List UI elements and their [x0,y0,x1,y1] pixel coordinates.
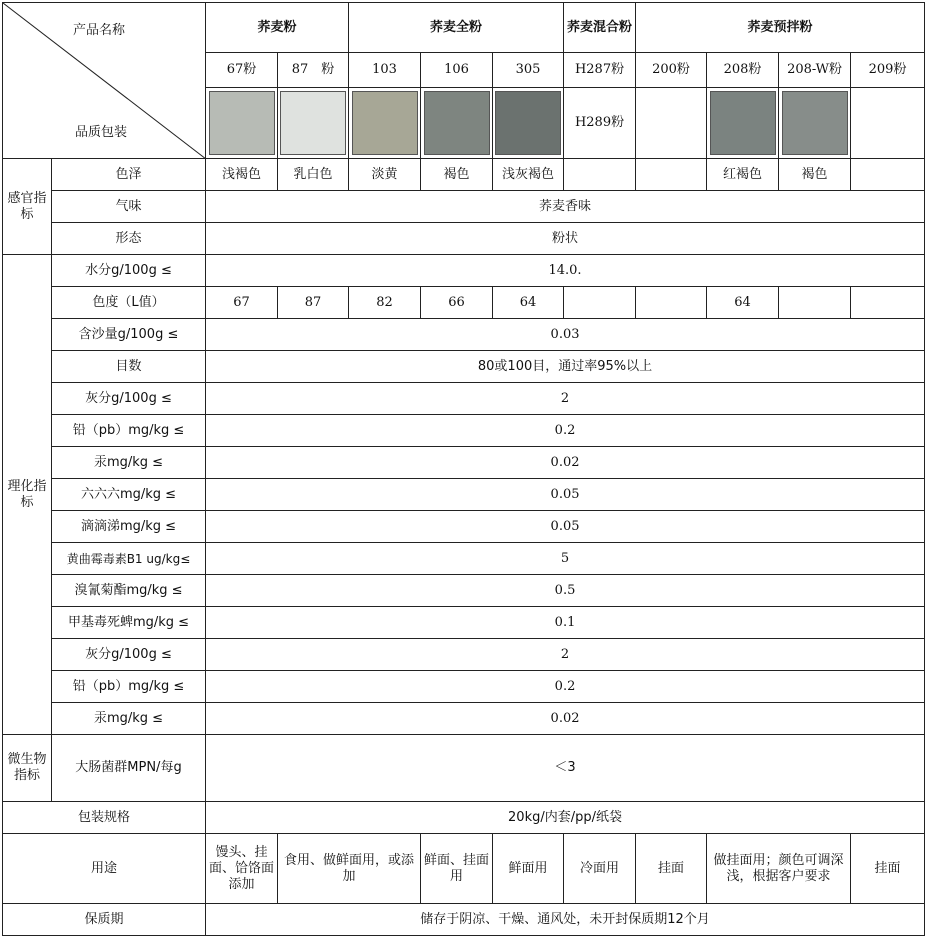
swatch-cell [421,88,493,159]
group-buckwheat-mixed-flour: 荞麦混合粉 [564,3,636,53]
indicator-label: 铅（pb）mg/kg ≤ [52,415,206,447]
color-value: 褐色 [421,159,493,191]
indicator-label: 六六六mg/kg ≤ [52,479,206,511]
chroma-value: 87 [278,287,349,319]
chroma-label: 色度（L值） [52,287,206,319]
swatch-cell [278,88,349,159]
micro-section-label: 微生物指标 [3,735,52,802]
color-value: 褐色 [779,159,851,191]
moisture-label: 水分g/100g ≤ [52,255,206,287]
code-cell: 200粉 [636,53,707,88]
indicator-label: 含沙量g/100g ≤ [52,319,206,351]
chroma-value [564,287,636,319]
packaging-label: 包装规格 [3,802,206,834]
indicator-label: 黄曲霉毒素B1 ug/kg≤ [52,543,206,575]
code-cell: 87 粉 [278,53,349,88]
group-buckwheat-premix-flour: 荞麦预拌粉 [636,3,925,53]
coliform-value: ＜3 [206,735,925,802]
color-value [564,159,636,191]
code-cell: 106 [421,53,493,88]
swatch-cell [707,88,779,159]
code-cell: 67粉 [206,53,278,88]
indicator-value: 2 [206,383,925,415]
form-value: 粉状 [206,223,925,255]
usage-value: 冷面用 [564,834,636,904]
usage-value: 挂面 [851,834,925,904]
usage-value: 馒头、挂面、饸饹面添加 [206,834,278,904]
indicator-value: 0.2 [206,415,925,447]
swatch-cell [779,88,851,159]
chroma-value: 82 [349,287,421,319]
indicator-value: 0.1 [206,607,925,639]
product-name-label: 产品名称 [73,23,126,38]
flour-sample-swatch [782,91,848,155]
indicator-value: 5 [206,543,925,575]
indicator-label: 目数 [52,351,206,383]
swatch-cell-empty [636,88,707,159]
flour-sample-swatch [352,91,418,155]
group-buckwheat-flour: 荞麦粉 [206,3,349,53]
code-cell: H287粉 [564,53,636,88]
group-buckwheat-whole-flour: 荞麦全粉 [349,3,564,53]
usage-value: 挂面 [636,834,707,904]
indicator-label: 滴滴涕mg/kg ≤ [52,511,206,543]
swatch-cell-empty [851,88,925,159]
flour-sample-swatch [710,91,776,155]
indicator-label: 汞mg/kg ≤ [52,703,206,735]
shelf-life-value: 储存于阴凉、干燥、通风处，未开封保质期12个月 [206,904,925,936]
quality-pack-label: 品质包装 [75,125,128,140]
indicator-label: 灰分g/100g ≤ [52,383,206,415]
usage-value: 食用、做鲜面用，或添加 [278,834,421,904]
h289-cell: H289粉 [564,88,636,159]
code-cell: 305 [493,53,564,88]
indicator-value: 0.02 [206,447,925,479]
color-value: 乳白色 [278,159,349,191]
flour-sample-swatch [424,91,490,155]
chroma-value: 67 [206,287,278,319]
form-label: 形态 [52,223,206,255]
indicator-label: 铅（pb）mg/kg ≤ [52,671,206,703]
swatch-cell [206,88,278,159]
moisture-value: 14.0. [206,255,925,287]
indicator-label: 溴氰菊酯mg/kg ≤ [52,575,206,607]
chroma-value [851,287,925,319]
color-value: 淡黄 [349,159,421,191]
physchem-section-label: 理化指标 [3,255,52,735]
chroma-value [636,287,707,319]
coliform-label: 大肠菌群MPN/每g [52,735,206,802]
indicator-value: 0.2 [206,671,925,703]
usage-label: 用途 [3,834,206,904]
flour-sample-swatch [209,91,275,155]
packaging-value: 20kg/内套/pp/纸袋 [206,802,925,834]
indicator-label: 甲基毒死蜱mg/kg ≤ [52,607,206,639]
usage-value: 鲜面、挂面用 [421,834,493,904]
indicator-label: 汞mg/kg ≤ [52,447,206,479]
swatch-cell [349,88,421,159]
indicator-value: 0.05 [206,479,925,511]
flour-sample-swatch [280,91,346,155]
chroma-value: 64 [493,287,564,319]
shelf-life-label: 保质期 [3,904,206,936]
flour-sample-swatch [495,91,561,155]
indicator-value: 0.02 [206,703,925,735]
color-value: 红褐色 [707,159,779,191]
swatch-cell [493,88,564,159]
color-value: 浅褐色 [206,159,278,191]
smell-label: 气味 [52,191,206,223]
code-cell: 208粉 [707,53,779,88]
usage-value: 做挂面用；颜色可调深浅，根据客户要求 [707,834,851,904]
indicator-value: 0.5 [206,575,925,607]
indicator-value: 0.03 [206,319,925,351]
indicator-value: 80或100目，通过率95%以上 [206,351,925,383]
code-cell: 209粉 [851,53,925,88]
chroma-value: 64 [707,287,779,319]
color-label: 色泽 [52,159,206,191]
chroma-value [779,287,851,319]
indicator-value: 0.05 [206,511,925,543]
usage-value: 鲜面用 [493,834,564,904]
header-diagonal-cell [3,3,206,159]
indicator-label: 灰分g/100g ≤ [52,639,206,671]
sensory-section-label: 感官指标 [3,159,52,255]
color-value [851,159,925,191]
smell-value: 荞麦香味 [206,191,925,223]
chroma-value: 66 [421,287,493,319]
indicator-value: 2 [206,639,925,671]
code-cell: 103 [349,53,421,88]
color-value [636,159,707,191]
color-value: 浅灰褐色 [493,159,564,191]
code-cell: 208-W粉 [779,53,851,88]
product-spec-table [2,2,925,936]
